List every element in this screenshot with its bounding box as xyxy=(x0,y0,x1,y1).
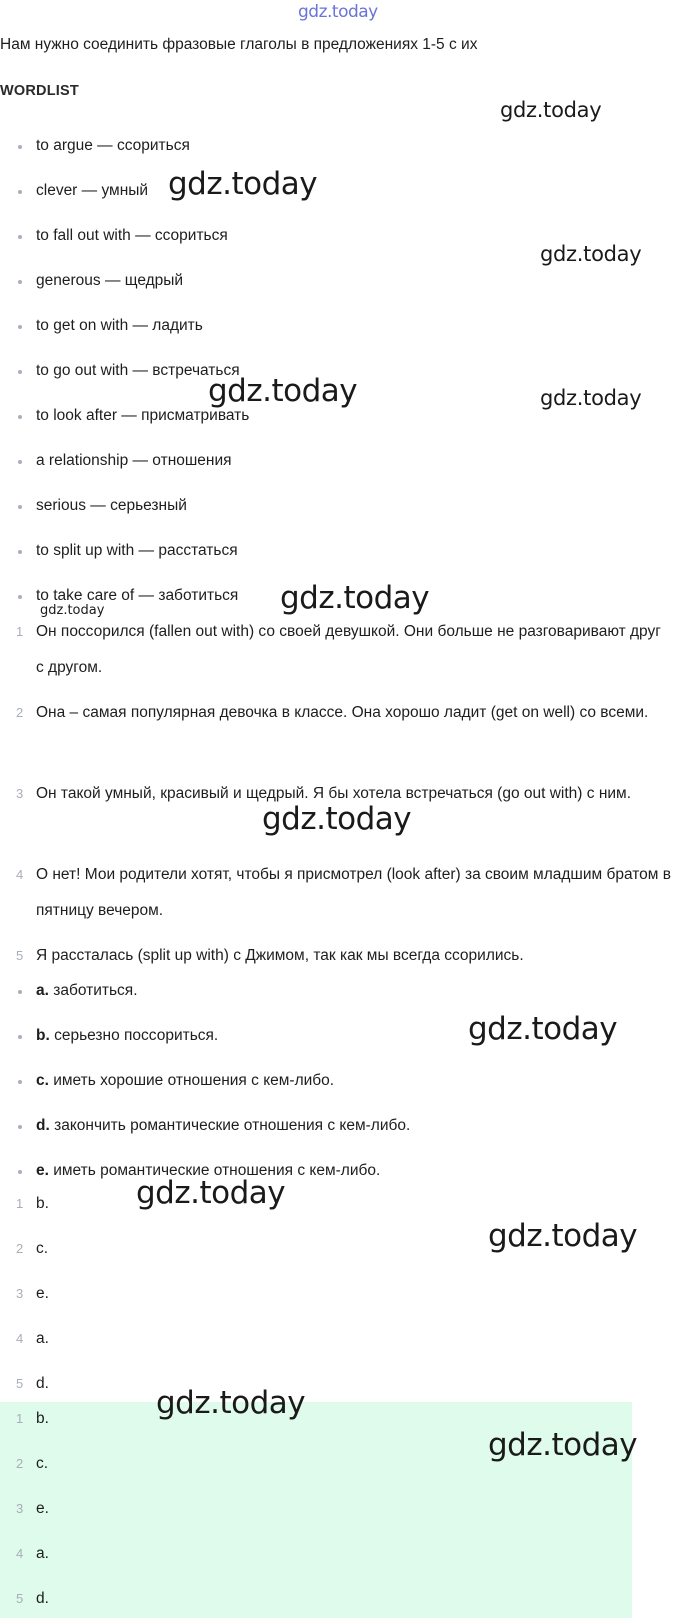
bullet-icon xyxy=(18,550,22,554)
watermark: gdz.today xyxy=(40,603,105,618)
watermark: gdz.today xyxy=(280,580,430,616)
bullet-icon xyxy=(18,415,22,419)
watermark: gdz.today xyxy=(208,373,358,409)
bullet-icon xyxy=(18,190,22,194)
bullet-icon xyxy=(18,235,22,239)
bullet-icon xyxy=(18,325,22,329)
sentence-item: 1 Он поссорился (fallen out with) со своей девушкой. Они больше не разговаривают друг с другом. xyxy=(16,623,661,676)
site-logo[interactable]: gdz.today xyxy=(298,2,378,22)
bullet-icon xyxy=(18,1035,22,1039)
watermark: gdz.today xyxy=(540,386,642,410)
watermark: gdz.today xyxy=(500,98,602,122)
bullet-icon xyxy=(18,1125,22,1129)
watermark: gdz.today xyxy=(540,242,642,266)
wordlist-heading: WORDLIST xyxy=(0,83,79,99)
bullet-icon xyxy=(18,145,22,149)
bullet-icon xyxy=(18,595,22,599)
intro-text: Нам нужно соединить фразовые глаголы в предложениях 1-5 с их xyxy=(0,36,478,53)
bullet-icon xyxy=(18,505,22,509)
watermark: gdz.today xyxy=(262,801,412,837)
bullet-icon xyxy=(18,990,22,994)
watermark: gdz.today xyxy=(136,1175,286,1211)
bullet-icon xyxy=(18,370,22,374)
bullet-icon xyxy=(18,1170,22,1174)
bullet-icon xyxy=(18,460,22,464)
sentence-item: 4 О нет! Мои родители хотят, чтобы я присмотрел (look after) за своим младшим братом в пятницу вечером. xyxy=(16,866,671,919)
sentence-item: 3 Он такой умный, красивый и щедрый. Я бы хотела встречаться (go out with) с ним. xyxy=(16,785,632,802)
watermark: gdz.today xyxy=(488,1427,638,1463)
answer-highlight-box xyxy=(0,1402,632,1618)
watermark: gdz.today xyxy=(156,1385,306,1421)
sentence-item: 5 Я рассталась (split up with) с Джимом, так как мы всегда ссорились. xyxy=(16,947,524,964)
watermark: gdz.today xyxy=(488,1218,638,1254)
watermark: gdz.today xyxy=(168,166,318,202)
watermark: gdz.today xyxy=(468,1011,618,1047)
bullet-icon xyxy=(18,1080,22,1084)
sentence-item: 2 Она – самая популярная девочка в классе. Она хорошо ладит (get on well) со всеми. xyxy=(16,704,649,721)
bullet-icon xyxy=(18,280,22,284)
